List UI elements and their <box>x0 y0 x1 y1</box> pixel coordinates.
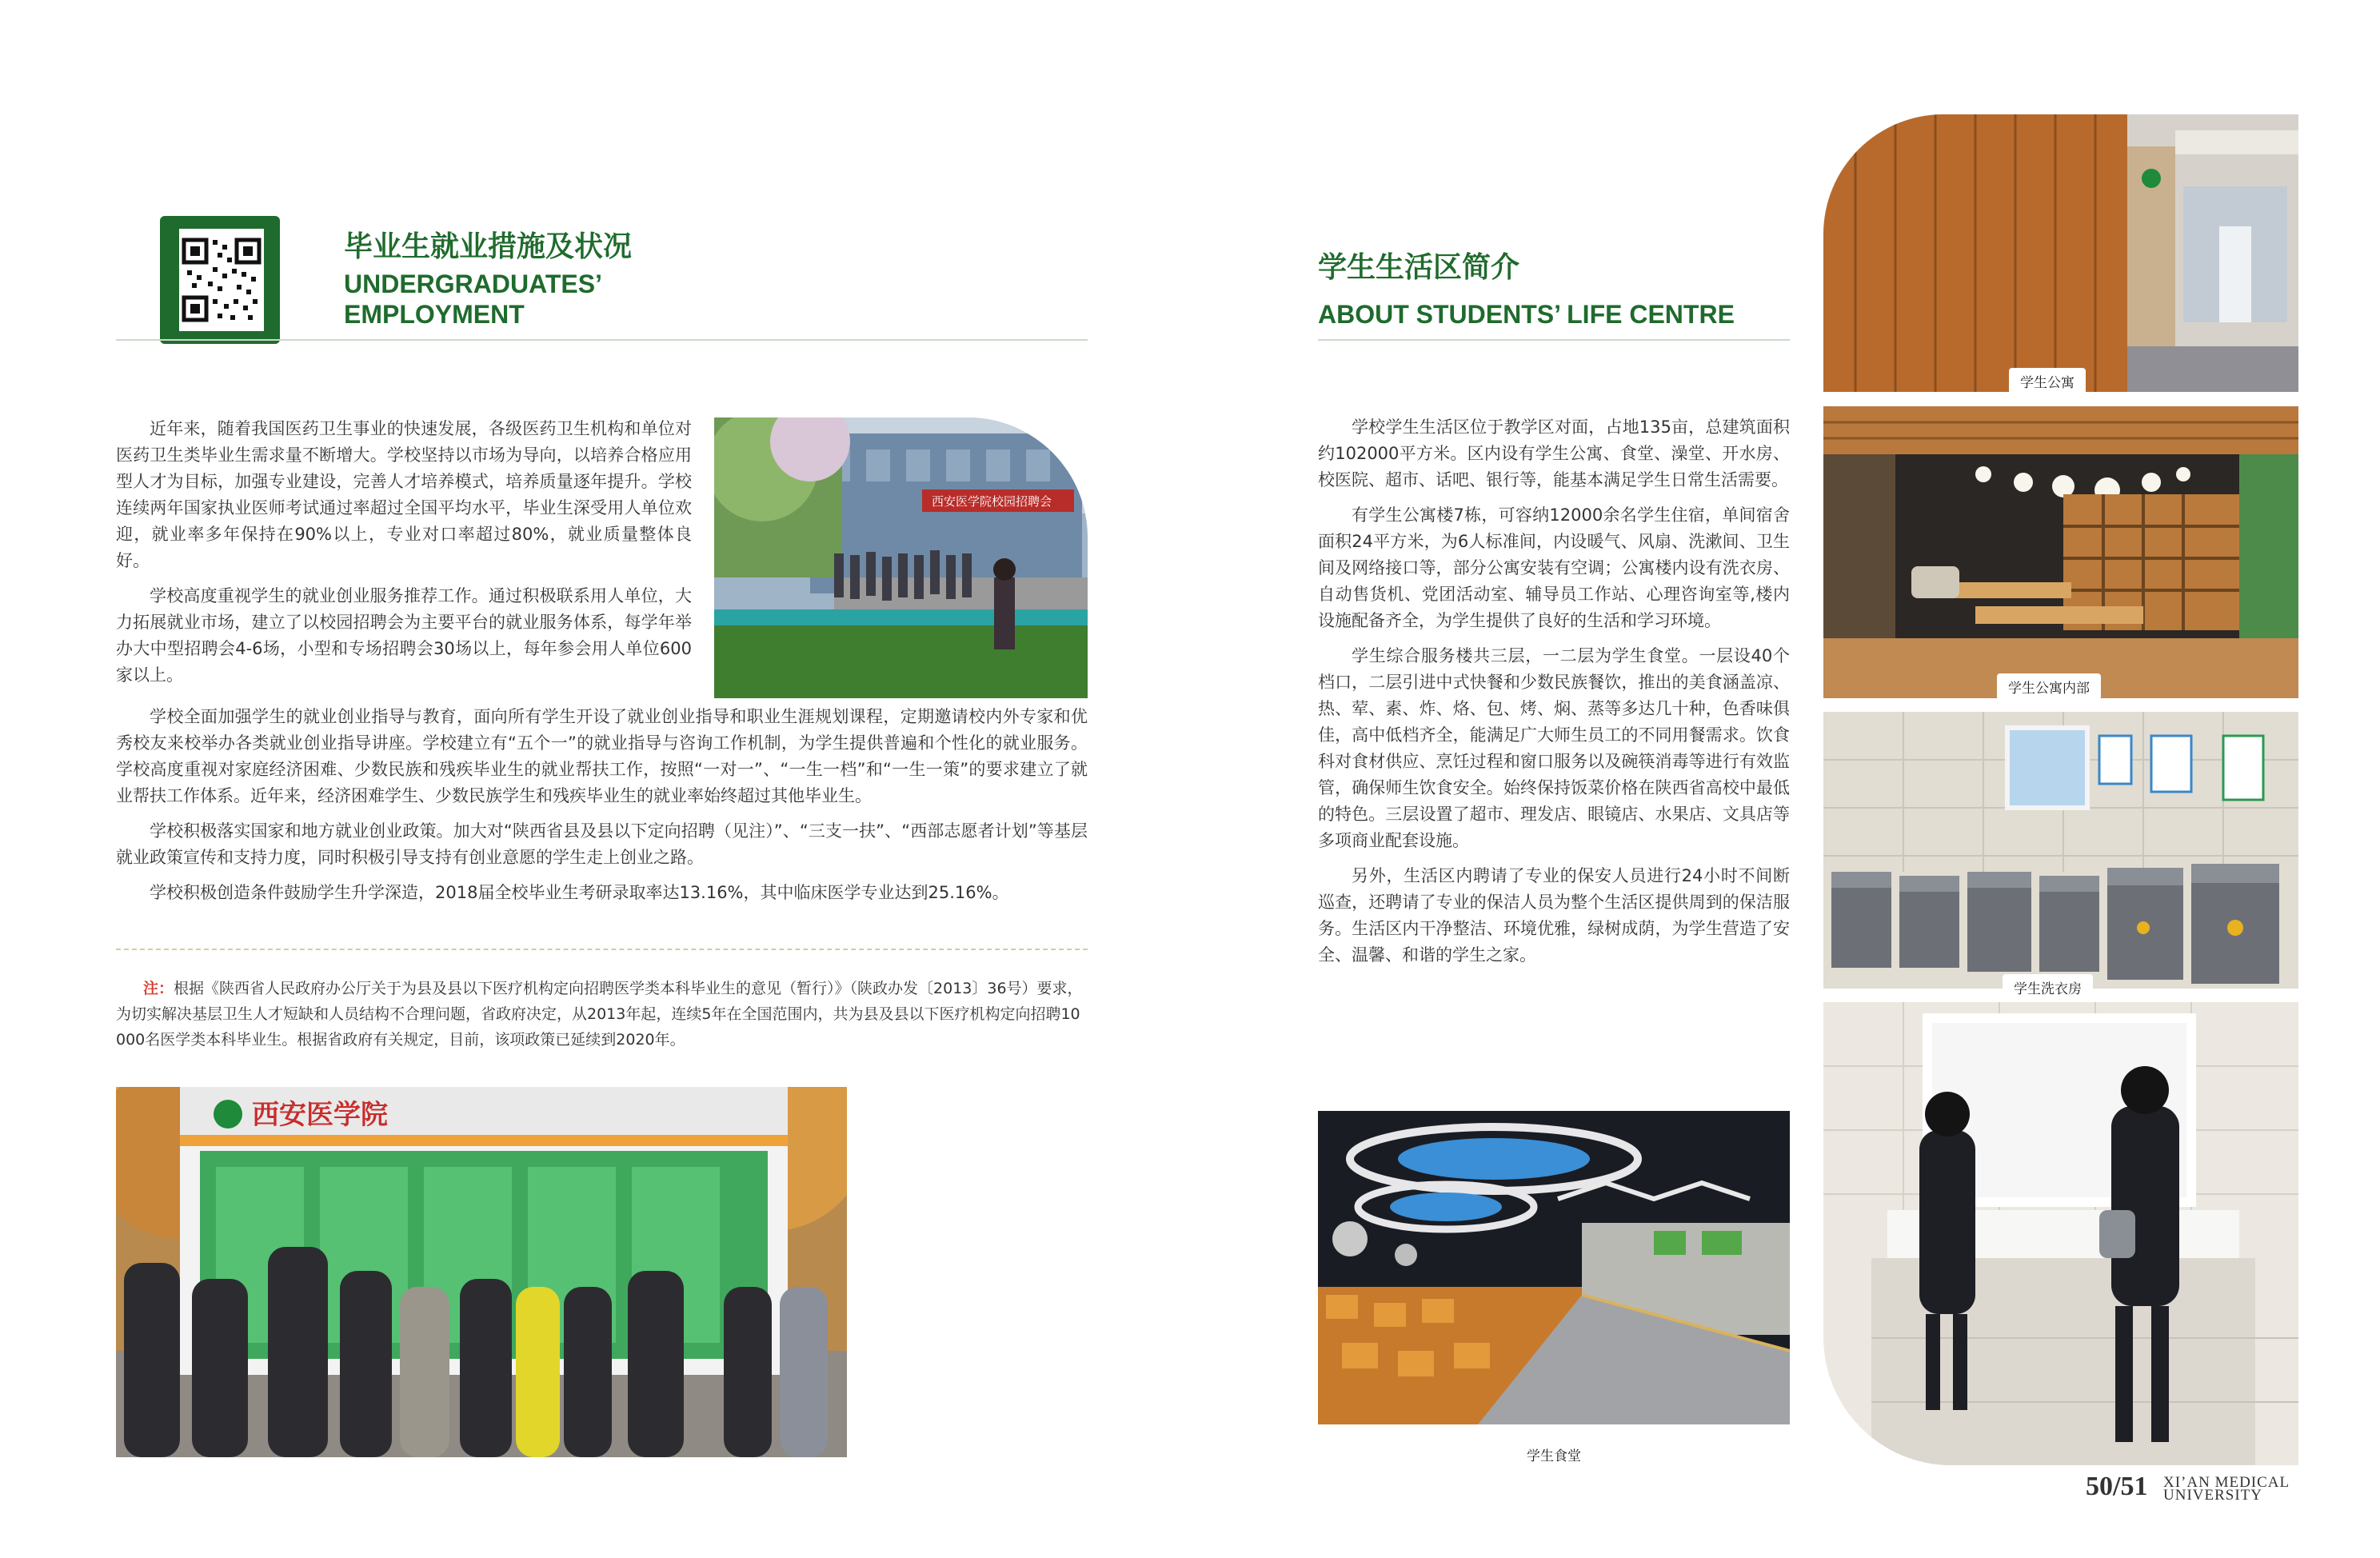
canteen-caption: 学生食堂 <box>1527 1448 1581 1464</box>
paragraph: 学校积极落实国家和地方就业创业政策。加大对“陕西省县及县以下定向招聘（见注）”、“三支一扶”、“西部志愿者计划”等基层就业政策宣传和支持力度，同时积极引导支持有创业意愿的学生走上创业之路。 <box>116 821 1088 867</box>
job-fair-banner-text: 西安医学院校园招聘会 <box>932 494 1052 509</box>
paragraph: 另外，生活区内聘请了专业的保安人员进行24小时不间断巡查，还聘请了专业的保洁人员为整个生活区提供周到的保洁服务。生活区内干净整洁、环境优雅，绿树成荫，为学生营造了安全、温馨、和谐的学生之家。 <box>1318 866 1790 965</box>
apartment-interior-caption: 学生公寓内部 <box>1997 673 2101 700</box>
paragraph: 近年来，随着我国医药卫生事业的快速发展，各级医药卫生机构和单位对医药卫生类毕业生需求量不断增大。学校坚持以市场为导向，以培养合格应用型人才为目标，加强专业建设，完善人才培养模式，培养质量逐年提升。学校连续两年国家执业医师考试通过率超过全国平均水平，毕业生深受用人单位欢迎，就业率多年保持在90%以上，专业对口率超过80%，就业质量整体良好。 <box>116 419 692 570</box>
section-divider <box>116 339 1088 341</box>
left-body-paragraphs <box>116 704 1088 915</box>
apartment-photo <box>1823 114 2298 392</box>
qr-code <box>179 229 264 331</box>
life-centre-divider <box>1318 339 1790 341</box>
note-text: 根据《陕西省人民政府办公厅关于为县及县以下医疗机构定向招聘医学类本科毕业生的意见（暂行）》（陕政办发〔2013〕36号）要求，为切实解决基层卫生人才短缺和人员结构不合理问题，省政府决定，从2013年起，连续5年在全国范围内，共为县及县以下医疗机构定向招聘10000名医学类本科毕业生。根据省政府有关规定，目前，该项政策已延续到2020年。 <box>116 980 1083 1049</box>
page-number: 50/51 <box>2086 1472 2148 1501</box>
canteen-photo <box>1318 1111 1790 1424</box>
paragraph: 有学生公寓楼7栋，可容纳12000余名学生住宿，单间宿舍面积24平方米，为6人标准间，内设暖气、风扇、洗漱间、卫生间及网络接口等，部分公寓安装有空调；公寓楼内设有洗衣房、自动售货机、党团活动室、辅导员工作站、心理咨询室等,楼内设施配备齐全，为学生提供了良好的生活和学习环境。 <box>1318 505 1790 630</box>
section-title-en-line2: EMPLOYMENT <box>344 300 525 329</box>
note-lead: 注： <box>143 980 174 997</box>
note-divider <box>116 949 1088 950</box>
board-header-text: 西安医学院 <box>252 1099 388 1131</box>
school-name-line2: UNIVERSITY <box>2163 1487 2262 1504</box>
school-name-line1: XI’AN MEDICAL <box>2163 1474 2290 1491</box>
section-title-cn: 毕业生就业措施及状况 <box>344 230 633 263</box>
washroom-photo <box>1823 1002 2298 1465</box>
apartment-caption: 学生公寓 <box>2009 368 2086 394</box>
left-intro-paragraphs <box>116 416 692 697</box>
paragraph: 学校学生生活区位于教学区对面，占地135亩，总建筑面积约102000平方米。区内设有学生公寓、食堂、澡堂、开水房、校医院、超市、话吧、银行等，能基本满足学生日常生活需要。 <box>1318 417 1790 489</box>
paragraph: 学校全面加强学生的就业创业指导与教育，面向所有学生开设了就业创业指导和职业生涯规划课程，定期邀请校内外专家和优秀校友来校举办各类就业创业指导讲座。学校建立有“五个一”的就业指导与咨询工作机制，为学生提供普遍和个性化的就业服务。学校高度重视对家庭经济困难、少数民族和残疾毕业生的就业帮扶工作，按照“一对一”、“一生一档”和“一生一策”的要求建立了就业帮扶工作体系。近年来，经济困难学生、少数民族学生和残疾毕业生的就业率始终超过其他毕业生。 <box>116 707 1088 805</box>
laundry-caption: 学生洗衣房 <box>2003 974 2093 1001</box>
paragraph: 学校积极创造条件鼓励学生升学深造，2018届全校毕业生考研录取率达13.16%，其中临床医学专业达到25.16%。 <box>150 883 1009 902</box>
paragraph: 学生综合服务楼共三层，一二层为学生食堂。一层设40个档口，二层引进中式快餐和少数民族餐饮，推出的美食涵盖凉、热、荤、素、炸、烙、包、烤、焖、蒸等多达几十种，色香味俱佳，高中低档齐全，能满足广大师生员工的不同用餐需求。饮食科对食材供应、烹饪过程和窗口服务以及碗筷消毒等进行有效监管，确保师生饮食安全。始终保持饭菜价格在陕西省高校中最低的特色。三层设置了超市、理发店、眼镜店、水果店、文具店等多项商业配套设施。 <box>1318 646 1790 850</box>
paragraph: 学校高度重视学生的就业创业服务推荐工作。通过积极联系用人单位，大力拓展就业市场，建立了以校园招聘会为主要平台的就业服务体系，每学年举办大中型招聘会4-6场，小型和专场招聘会30场以上，每年参会用人单位600家以上。 <box>116 586 692 685</box>
recruitment-board-photo <box>116 1087 847 1457</box>
life-centre-paragraphs <box>1318 414 1790 977</box>
policy-note <box>116 976 1088 1053</box>
job-fair-photo <box>714 417 1088 698</box>
laundry-photo <box>1823 712 2298 989</box>
section-title-en-line1: UNDERGRADUATES’ <box>344 270 602 298</box>
apartment-interior-photo <box>1823 406 2298 698</box>
life-centre-title-cn: 学生生活区简介 <box>1318 251 1520 284</box>
life-centre-title-en: ABOUT STUDENTS’ LIFE CENTRE <box>1318 300 1735 329</box>
